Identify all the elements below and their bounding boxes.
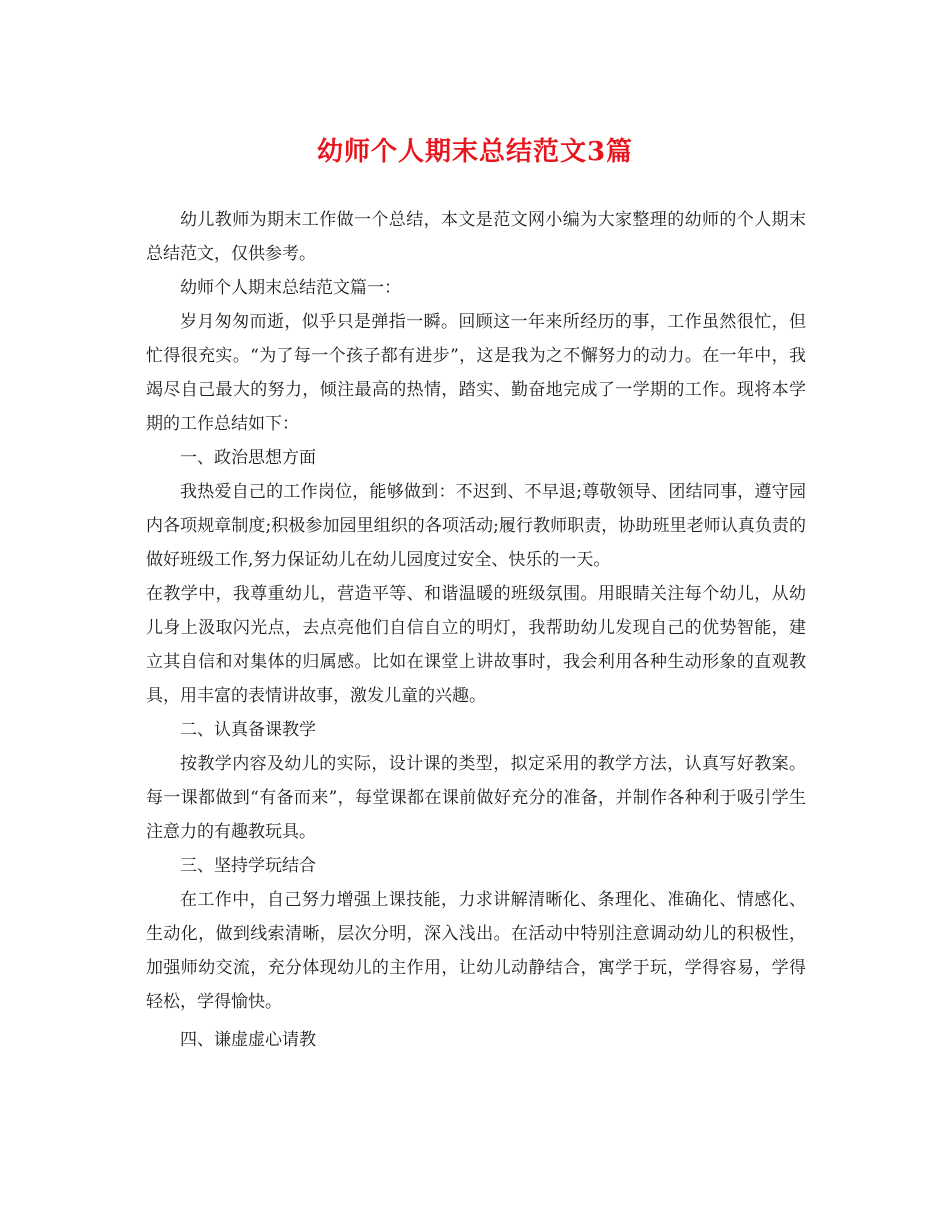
play-learning-paragraph: 在工作中，自己努力增强上课技能，力求讲解清晰化、条理化、准确化、情感化、生动化，做到线索清晰，层次分明，深入浅出。在活动中特别注意调动幼儿的积极性，加强师幼交流，充分体现幼儿的主作用，让幼儿动静结合，寓学于玩，学得容易，学得轻松，学得愉快。 (146, 890, 806, 1012)
preparation-paragraph: 按教学内容及幼儿的实际，设计课的类型，拟定采用的教学方法，认真写好教案。每一课都做到“有备而来”，每堂课都在课前做好充分的准备，并制作各种利于吸引学生注意力的有趣教玩具。 (146, 754, 806, 842)
document-body (146, 203, 806, 1057)
section-heading-preparation: 二、认真备课教学 (180, 720, 316, 740)
intro-paragraph: 幼儿教师为期末工作做一个总结，本文是范文网小编为大家整理的幼师的个人期末总结范文，仅供参考。 (146, 210, 806, 264)
document-title: 幼师个人期末总结范文3篇 (316, 137, 634, 167)
section-heading-politics: 一、政治思想方面 (180, 448, 316, 468)
section-heading-part-one: 幼师个人期末总结范文篇一： (180, 278, 401, 298)
politics-paragraph: 我热爱自己的工作岗位，能够做到：不迟到、不早退;尊敬领导、团结同事，遵守园内各项规章制度;积极参加园里组织的各项活动;履行教师职责，协助班里老师认真负责的做好班级工作,努力保证幼儿在幼儿园度过安全、快乐的一天。 (146, 482, 806, 570)
section-heading-humility: 四、谦虚虚心请教 (180, 1030, 316, 1050)
section-heading-play-learning: 三、坚持学玩结合 (180, 856, 316, 876)
teaching-paragraph: 在教学中，我尊重幼儿，营造平等、和谐温暖的班级氛围。用眼睛关注每个幼儿，从幼儿身上汲取闪光点，去点亮他们自信自立的明灯，我帮助幼儿发现自己的优势智能，建立其自信和对集体的归属感。比如在课堂上讲故事时，我会利用各种生动形象的直观教具，用丰富的表情讲故事，激发儿童的兴趣。 (146, 584, 806, 706)
opening-paragraph: 岁月匆匆而逝，似乎只是弹指一瞬。回顾这一年来所经历的事，工作虽然很忙，但忙得很充实。“为了每一个孩子都有进步”，这是我为之不懈努力的动力。在一年中，我竭尽自己最大的努力，倾注最高的热情，踏实、勤奋地完成了一学期的工作。现将本学期的工作总结如下： (146, 312, 806, 434)
